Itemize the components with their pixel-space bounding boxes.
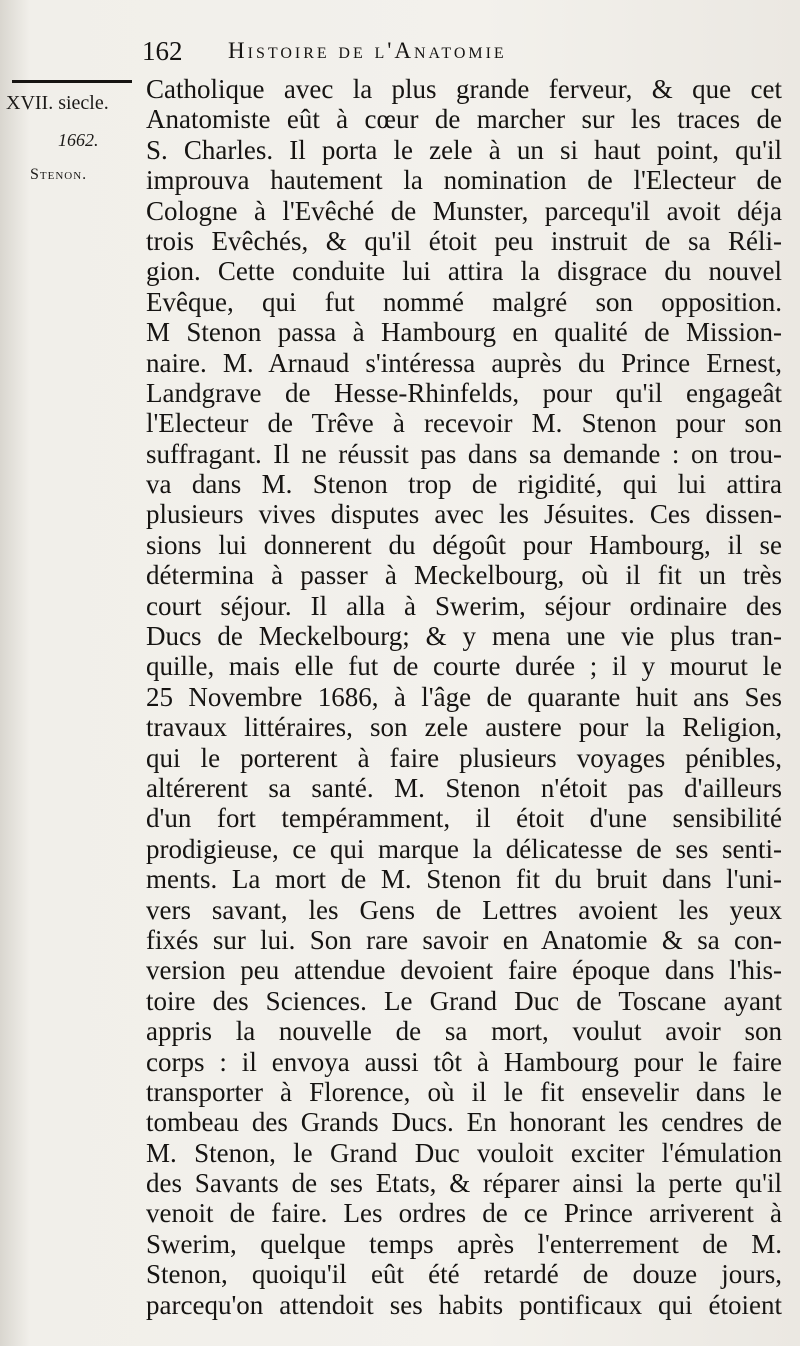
- text-line: S. Charles. Il porta le zele à un si haut point, qu'il: [146, 134, 782, 165]
- text-line: Ducs de Meckelbourg; & y mena une vie plus tran-: [146, 621, 782, 652]
- text-line: Cologne à l'Evêché de Munster, parcequ'il avoit déja: [146, 195, 782, 226]
- text-line: version peu attendue devoient faire époque dans l'his-: [146, 955, 782, 986]
- text-line: qui le porterent à faire plusieurs voyages pénibles,: [146, 742, 782, 773]
- text-line: court séjour. Il alla à Swerim, séjour ordinaire des: [146, 590, 782, 621]
- text-line: naire. M. Arnaud s'intéressa auprès du Prince Ernest,: [146, 347, 782, 378]
- text-line: ments. La mort de M. Stenon fit du bruit dans l'uni-: [146, 864, 782, 895]
- text-line: venoit de faire. Les ordres de ce Prince arriverent à: [146, 1198, 782, 1229]
- text-line: 25 Novembre 1686, à l'âge de quarante huit ans Ses: [146, 681, 782, 712]
- text-line: Swerim, quelque temps après l'enterrement de M.: [146, 1228, 782, 1259]
- text-line: gion. Cette conduite lui attira la disgrace du nouvel: [146, 256, 782, 287]
- text-line: toire des Sciences. Le Grand Duc de Toscane ayant: [146, 985, 782, 1016]
- text-line: M Stenon passa à Hambourg en qualité de Mission-: [146, 317, 782, 348]
- text-line: prodigieuse, ce qui marque la délicatesse de ses senti-: [146, 833, 782, 864]
- text-line: plusieurs vives disputes avec les Jésuites. Ces dissen-: [146, 499, 782, 530]
- text-line: trois Evêchés, & qu'il étoit peu instruit de sa Réli-: [146, 225, 782, 256]
- margin-century: XVII. siecle.: [6, 92, 109, 114]
- text-line: M. Stenon, le Grand Duc vouloit exciter l'émulation: [146, 1137, 782, 1168]
- text-line: corps : il envoya aussi tôt à Hambourg pour le faire: [146, 1046, 782, 1077]
- text-line: l'Electeur de Trêve à recevoir M. Stenon pour son: [146, 408, 782, 439]
- text-line: travaux littéraires, son zele austere pour la Religion,: [146, 712, 782, 743]
- text-line: fixés sur lui. Son rare savoir en Anatomie & sa con-: [146, 924, 782, 955]
- text-line: Anatomiste eût à cœur de marcher sur les traces de: [146, 104, 782, 135]
- text-line: altérerent sa santé. M. Stenon n'étoit pas d'ailleurs: [146, 772, 782, 803]
- text-line: détermina à passer à Meckelbourg, où il fit un très: [146, 560, 782, 591]
- text-line: parcequ'on attendoit ses habits pontificaux qui étoient: [146, 1289, 782, 1320]
- text-line: Stenon, quoiqu'il eût été retardé de douze jours,: [146, 1259, 782, 1290]
- text-line: d'un fort tempéramment, il étoit d'une sensibilité: [146, 803, 782, 834]
- margin-rule: [12, 80, 132, 83]
- text-line: improuva hautement la nomination de l'Electeur de: [146, 165, 782, 196]
- text-line: vers savant, les Gens de Lettres avoient les yeux: [146, 894, 782, 925]
- text-line: transporter à Florence, où il le fit ensevelir dans le: [146, 1076, 782, 1107]
- text-line: appris la nouvelle de sa mort, voulut avoir son: [146, 1016, 782, 1047]
- text-line: suffragant. Il ne réussit pas dans sa demande : on trou-: [146, 438, 782, 469]
- body-text: [146, 74, 782, 1320]
- text-line: des Savants de ses Etats, & réparer ainsi la perte qu'il: [146, 1168, 782, 1199]
- page-header: [142, 36, 782, 70]
- text-line: tombeau des Grands Ducs. En honorant les cendres de: [146, 1107, 782, 1138]
- running-title: Histoire de l'Anatomie: [228, 38, 507, 63]
- text-line: Landgrave de Hesse-Rhinfelds, pour qu'il engageât: [146, 377, 782, 408]
- text-line: va dans M. Stenon trop de rigidité, qui lui attira: [146, 469, 782, 500]
- text-line: quille, mais elle fut de courte durée ; il y mourut le: [146, 651, 782, 682]
- margin-name: Stenon.: [30, 166, 88, 183]
- text-line: Evêque, qui fut nommé malgré son opposition.: [146, 286, 782, 317]
- page-number: 162: [142, 36, 183, 66]
- text-line: sions lui donnerent du dégoût pour Hambourg, il se: [146, 529, 782, 560]
- text-line: Catholique avec la plus grande ferveur, & que cet: [146, 74, 782, 104]
- margin-year: 1662.: [58, 130, 99, 150]
